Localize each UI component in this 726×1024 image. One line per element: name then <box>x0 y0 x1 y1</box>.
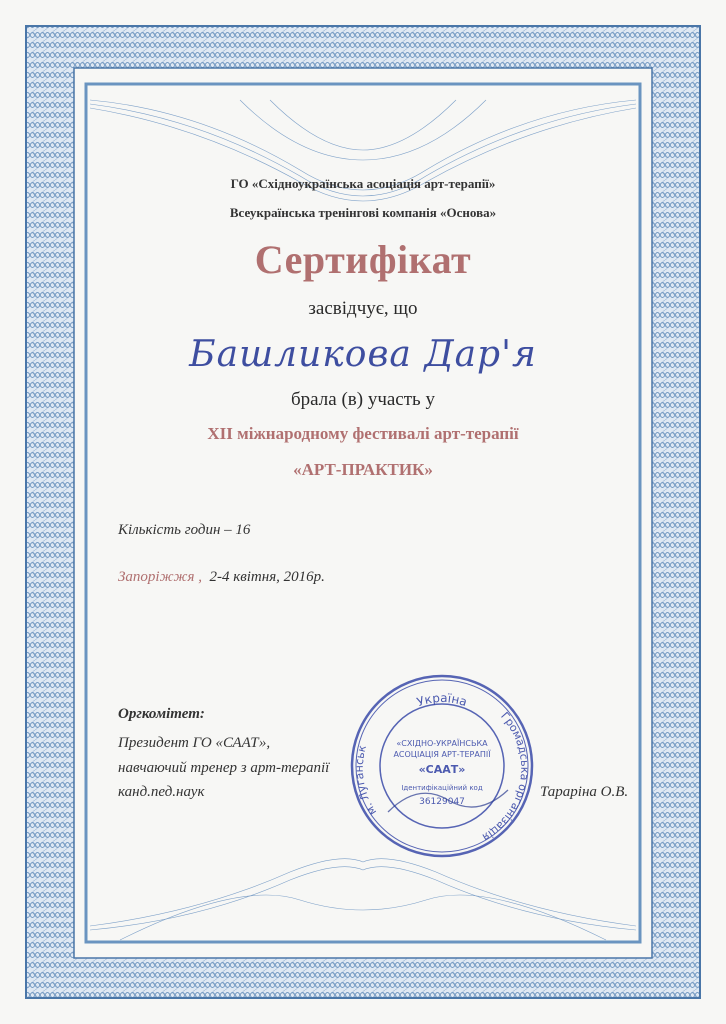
signer-name: Тараріна О.В. <box>540 784 629 800</box>
stamp-inner-2: АСОЦІАЦІЯ АРТ-ТЕРАПІЇ <box>393 750 491 759</box>
organization-line: ГО «Східноукраїнська асоціація арт-терапії» <box>230 176 496 191</box>
stamp-country: Україна <box>415 690 469 710</box>
svg-text:Україна <box>415 691 469 709</box>
stamp-ident-code: 36129047 <box>419 797 465 807</box>
degree-line: канд.пед.наук <box>118 784 205 800</box>
official-stamp <box>348 672 536 860</box>
hours-text: Кількість годин – 16 <box>118 522 251 538</box>
committee-label: Оргкомітет: <box>118 706 205 722</box>
stamp-org-type: Громадська організація <box>479 709 532 844</box>
president-line: Президент ГО «СААТ», <box>118 735 271 751</box>
stamp-inner-1: «СХІДНО-УКРАЇНСЬКА <box>396 739 488 748</box>
certificate-title: Сертифікат <box>254 237 472 282</box>
stamp-inner-3: «СААТ» <box>418 763 466 776</box>
stamp-city: м. Луганськ <box>352 743 380 818</box>
trainer-line: навчаючий тренер з арт-терапії <box>118 760 330 776</box>
festival-name: «АРТ-ПРАКТИК» <box>293 460 433 479</box>
company-line: Всеукраїнська тренінгові компанія «Основа» <box>229 205 497 220</box>
certifies-text: засвідчує, що <box>308 298 418 319</box>
stamp-ident-label: Ідентифікаційний код <box>401 784 483 792</box>
recipient-name: Башликова Дар'я <box>189 334 537 375</box>
dates-text: 2-4 квітня, 2016р. <box>209 569 325 585</box>
place-date <box>118 569 325 586</box>
festival-line: XII міжнародному фестивалі арт-терапії <box>207 424 519 443</box>
city-text: Запоріжжя , <box>118 569 202 585</box>
svg-text:м. Луганськ <box>353 743 379 817</box>
participation-text: брала (в) участь у <box>291 389 435 410</box>
